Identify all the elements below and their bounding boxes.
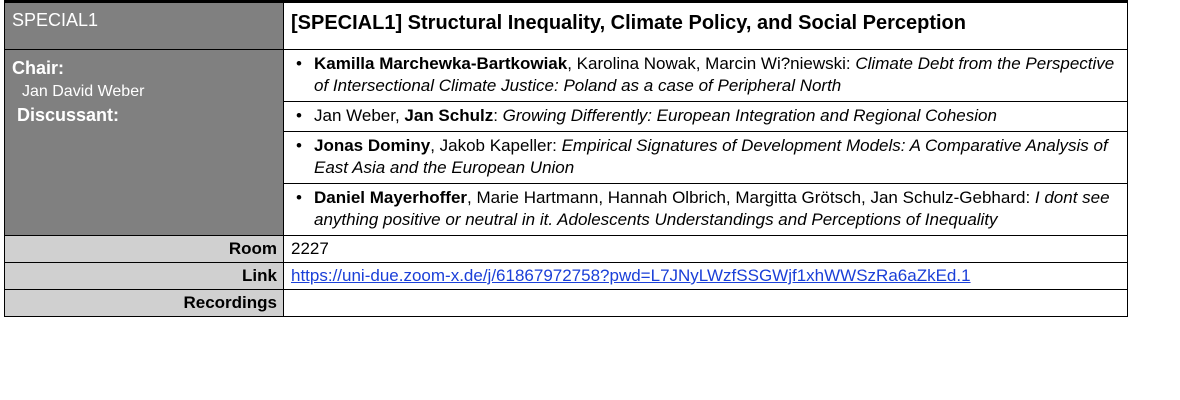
session-table <box>4 0 1128 317</box>
paper-presenter: Daniel Mayerhoffer <box>314 188 468 207</box>
chair-name: Jan David Weber <box>22 83 145 100</box>
discussant-label: Discussant: <box>17 105 120 125</box>
bullet-icon: • <box>296 136 302 155</box>
paper-item <box>284 102 1127 132</box>
paper-coauthors: , Karolina Nowak, Marcin Wi?niewski: <box>567 54 856 73</box>
paper-presenter: Jan Schulz <box>404 106 494 125</box>
paper-presenter: Kamilla Marchewka-Bartkowiak <box>314 54 568 73</box>
paper-item <box>284 132 1127 184</box>
room-value: 2227 <box>284 236 1128 263</box>
recordings-label: Recordings <box>5 290 284 317</box>
session-roles-cell <box>5 50 284 236</box>
paper-coauthors: , Marie Hartmann, Hannah Olbrich, Margitta Grötsch, Jan Schulz-Gebhard: <box>467 188 1035 207</box>
session-code-cell <box>5 2 284 50</box>
session-title: [SPECIAL1] Structural Inequality, Climate Policy, and Social Perception <box>291 12 966 34</box>
paper-title: Growing Differently: European Integration and Regional Cohesion <box>502 106 997 125</box>
paper-coauthors: , Jakob Kapeller: <box>430 136 562 155</box>
paper-presenter: Jonas Dominy <box>314 136 431 155</box>
paper-coauthors: : <box>493 106 503 125</box>
paper-coauthors-before: Jan Weber, <box>314 106 405 125</box>
zoom-link[interactable]: https://uni-due.zoom-x.de/j/61867972758?pwd=L7JNyLWzfSSGWjf1xhWWSzRa6aZkEd.1 <box>291 266 971 285</box>
bullet-icon: • <box>296 188 302 207</box>
papers-list <box>284 50 1128 236</box>
bullet-icon: • <box>296 106 302 125</box>
room-label: Room <box>5 236 284 263</box>
chair-label: Chair: <box>12 58 65 78</box>
paper-title: Empirical Signatures of Development Models: A Comparative Analysis of East Asia and the European Union <box>314 136 1108 177</box>
paper-title: Climate Debt from the Perspective of Intersectional Climate Justice: Poland as a case of Peripheral North <box>314 54 1115 95</box>
session-code: SPECIAL1 <box>12 10 99 30</box>
paper-item <box>284 184 1127 235</box>
session-title-cell <box>284 2 1128 50</box>
paper-title: I dont see anything positive or neutral in it. Adolescents Understandings and Perceptions of Inequality <box>314 188 1110 229</box>
bullet-icon: • <box>296 54 302 73</box>
paper-item <box>284 50 1127 102</box>
link-cell <box>284 263 1128 290</box>
link-label: Link <box>5 263 284 290</box>
recordings-value <box>284 290 1128 317</box>
